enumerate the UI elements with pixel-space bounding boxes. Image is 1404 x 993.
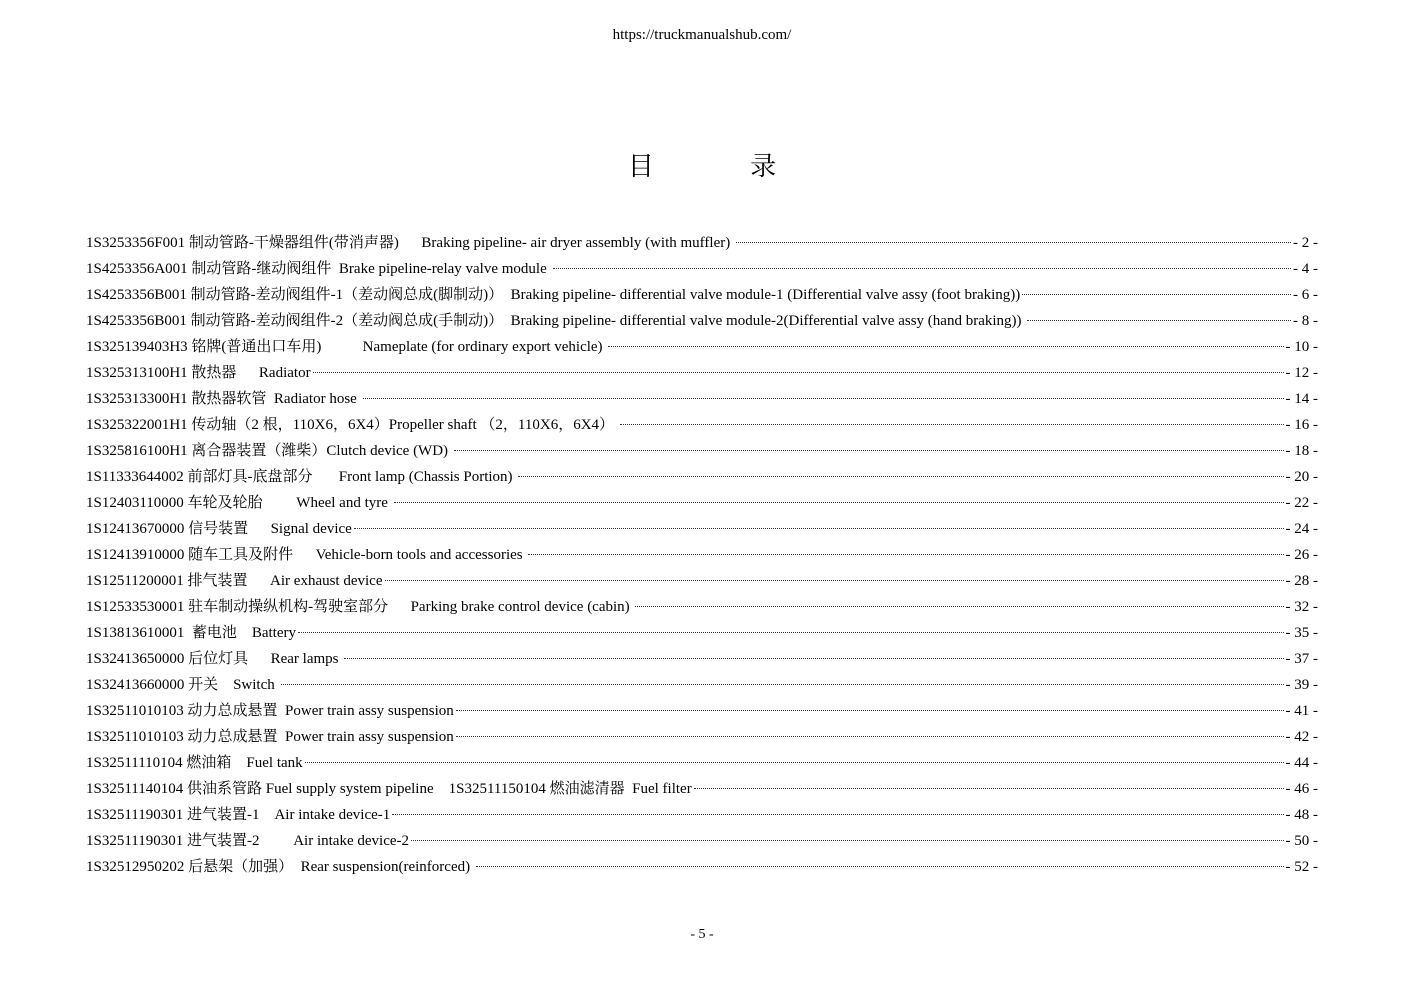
- toc-entry-title: 1S12413670000 信号装置 Signal device: [86, 521, 352, 537]
- toc-entry[interactable]: [86, 334, 1318, 360]
- toc-entry-title: 1S325322001H1 传动轴（2 根，110X6，6X4）Propeller shaft （2，110X6，6X4）: [86, 417, 618, 433]
- toc-entry[interactable]: [86, 256, 1318, 282]
- toc-entry-title: 1S13813610001 蓄电池 Battery: [86, 625, 296, 641]
- toc-dot-leader: [528, 553, 1283, 555]
- toc-entry[interactable]: [86, 516, 1318, 542]
- toc-entry-title: 1S11333644002 前部灯具-底盘部分 Front lamp (Chassis Portion): [86, 469, 517, 485]
- toc-entry-page: - 6 -: [1293, 287, 1318, 303]
- toc-entry[interactable]: [86, 620, 1318, 646]
- page-title: 目 录: [627, 152, 821, 182]
- toc-entry[interactable]: [86, 854, 1318, 880]
- toc-entry-page: - 52 -: [1285, 859, 1318, 875]
- toc-dot-leader: [411, 839, 1283, 841]
- toc-entry[interactable]: [86, 438, 1318, 464]
- toc-entry-title: 1S12533530001 驻车制动操纵机构-驾驶室部分 Parking brake control device (cabin): [86, 599, 634, 615]
- toc-entry-title: 1S325313100H1 散热器 Radiator: [86, 365, 311, 381]
- toc-entry[interactable]: [86, 230, 1318, 256]
- toc-dot-leader: [363, 397, 1284, 399]
- toc-dot-leader: [1027, 319, 1291, 321]
- toc-entry[interactable]: [86, 594, 1318, 620]
- toc-entry-page: - 10 -: [1285, 339, 1318, 355]
- table-of-contents: [86, 230, 1318, 880]
- toc-entry-title: 1S32511010103 动力总成悬置 Power train assy suspension: [86, 729, 454, 745]
- toc-entry-title: 1S32511190301 进气装置-2 Air intake device-2: [86, 833, 410, 849]
- toc-entry-page: - 42 -: [1285, 729, 1318, 745]
- toc-entry-title: 1S325816100H1 离合器装置（潍柴）Clutch device (WD): [86, 443, 452, 459]
- toc-entry-title: 1S32511140104 供油系管路 Fuel supply system pipeline 1S32511150104 燃油滤清器 Fuel filter: [86, 781, 692, 797]
- toc-entry-page: - 14 -: [1285, 391, 1318, 407]
- toc-entry[interactable]: [86, 412, 1318, 438]
- toc-entry-title: 1S12413910000 随车工具及附件 Vehicle-born tools and accessories: [86, 547, 527, 563]
- toc-entry-title: 1S32413660000 开关 Switch: [86, 677, 279, 693]
- toc-entry-title: 1S32511010103 动力总成悬置 Power train assy suspension: [86, 703, 454, 719]
- toc-dot-leader: [392, 813, 1283, 815]
- toc-entry[interactable]: [86, 490, 1318, 516]
- toc-dot-leader: [305, 761, 1284, 763]
- toc-entry-page: - 4 -: [1293, 261, 1318, 277]
- toc-dot-leader: [344, 657, 1283, 659]
- toc-entry[interactable]: [86, 828, 1318, 854]
- toc-entry[interactable]: [86, 646, 1318, 672]
- toc-dot-leader: [635, 605, 1283, 607]
- toc-dot-leader: [518, 475, 1283, 477]
- toc-entry-page: - 20 -: [1285, 469, 1318, 485]
- toc-entry[interactable]: [86, 308, 1318, 334]
- toc-entry-page: - 22 -: [1285, 495, 1318, 511]
- toc-entry[interactable]: [86, 724, 1318, 750]
- toc-entry-title: 1S4253356B001 制动管路-差动阀组件-2（差动阀总成(手制动)） Braking pipeline- differential valve module-2(Differential valve assy (hand braking)): [86, 313, 1026, 329]
- toc-entry-page: - 50 -: [1285, 833, 1318, 849]
- toc-entry-page: - 28 -: [1285, 573, 1318, 589]
- toc-entry-title: 1S32511190301 进气装置-1 Air intake device-1: [86, 807, 391, 823]
- toc-entry-page: - 12 -: [1285, 365, 1318, 381]
- toc-dot-leader: [608, 345, 1283, 347]
- toc-entry[interactable]: [86, 776, 1318, 802]
- toc-dot-leader: [454, 449, 1284, 451]
- toc-entry-page: - 8 -: [1293, 313, 1318, 329]
- toc-dot-leader: [313, 371, 1284, 373]
- toc-entry-page: - 44 -: [1285, 755, 1318, 771]
- toc-entry-page: - 48 -: [1285, 807, 1318, 823]
- toc-dot-leader: [281, 683, 1284, 685]
- toc-dot-leader: [298, 631, 1284, 633]
- toc-dot-leader: [385, 579, 1284, 581]
- toc-entry-title: 1S12511200001 排气装置 Air exhaust device: [86, 573, 383, 589]
- toc-entry-title: 1S12403110000 车轮及轮胎 Wheel and tyre: [86, 495, 392, 511]
- toc-entry[interactable]: [86, 464, 1318, 490]
- toc-entry-page: - 24 -: [1285, 521, 1318, 537]
- toc-entry[interactable]: [86, 360, 1318, 386]
- toc-entry-page: - 26 -: [1285, 547, 1318, 563]
- header-url: https://truckmanualshub.com/: [612, 27, 792, 43]
- toc-entry[interactable]: [86, 282, 1318, 308]
- toc-entry-page: - 39 -: [1285, 677, 1318, 693]
- toc-entry-page: - 2 -: [1293, 235, 1318, 251]
- toc-entry-title: 1S325139403H3 铭牌(普通出口车用) Nameplate (for ordinary export vehicle): [86, 339, 607, 355]
- toc-entry-title: 1S32512950202 后悬架（加强） Rear suspension(reinforced): [86, 859, 474, 875]
- toc-entry[interactable]: [86, 750, 1318, 776]
- toc-dot-leader: [553, 267, 1291, 269]
- toc-entry[interactable]: [86, 698, 1318, 724]
- toc-dot-leader: [736, 241, 1291, 243]
- toc-entry-title: 1S4253356A001 制动管路-继动阀组件 Brake pipeline-relay valve module: [86, 261, 551, 277]
- toc-entry-page: - 37 -: [1285, 651, 1318, 667]
- toc-entry[interactable]: [86, 802, 1318, 828]
- footer-page-number: - 5 -: [690, 927, 714, 942]
- toc-entry-page: - 46 -: [1285, 781, 1318, 797]
- toc-entry-page: - 35 -: [1285, 625, 1318, 641]
- toc-dot-leader: [456, 735, 1284, 737]
- toc-dot-leader: [1022, 293, 1291, 295]
- toc-entry-title: 1S3253356F001 制动管路-干燥器组件(带消声器) Braking pipeline- air dryer assembly (with muffler): [86, 235, 734, 251]
- toc-entry[interactable]: [86, 386, 1318, 412]
- toc-dot-leader: [620, 423, 1284, 425]
- toc-entry-page: - 32 -: [1285, 599, 1318, 615]
- toc-dot-leader: [476, 865, 1284, 867]
- toc-entry[interactable]: [86, 542, 1318, 568]
- toc-entry-title: 1S32511110104 燃油箱 Fuel tank: [86, 755, 303, 771]
- toc-entry-page: - 41 -: [1285, 703, 1318, 719]
- toc-entry-title: 1S325313300H1 散热器软管 Radiator hose: [86, 391, 361, 407]
- toc-entry[interactable]: [86, 568, 1318, 594]
- toc-entry-title: 1S4253356B001 制动管路-差动阀组件-1（差动阀总成(脚制动)） Braking pipeline- differential valve module-1 (Differential valve assy (foot braking)): [86, 287, 1021, 303]
- toc-entry-page: - 18 -: [1285, 443, 1318, 459]
- toc-entry-title: 1S32413650000 后位灯具 Rear lamps: [86, 651, 343, 667]
- toc-entry[interactable]: [86, 672, 1318, 698]
- toc-dot-leader: [394, 501, 1284, 503]
- toc-dot-leader: [694, 787, 1284, 789]
- toc-dot-leader: [354, 527, 1284, 529]
- toc-dot-leader: [456, 709, 1284, 711]
- toc-entry-page: - 16 -: [1285, 417, 1318, 433]
